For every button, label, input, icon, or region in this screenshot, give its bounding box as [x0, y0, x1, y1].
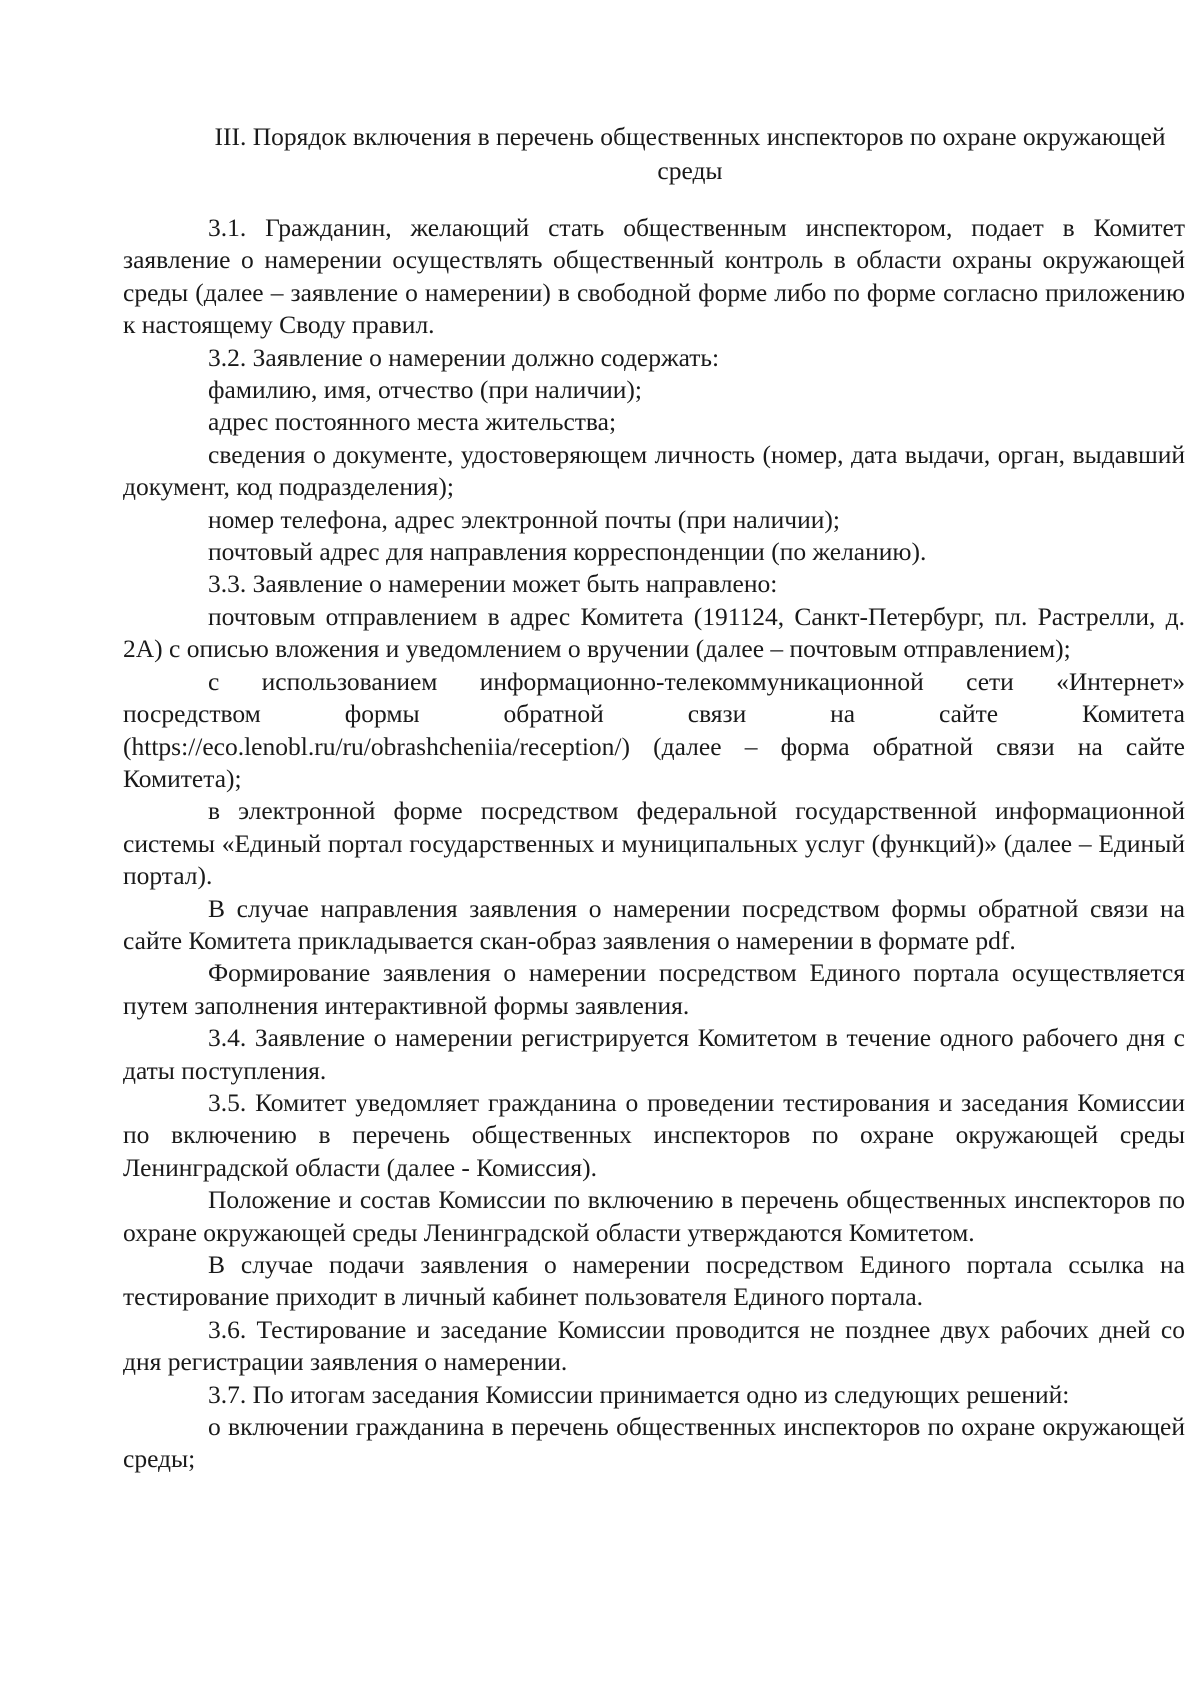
- paragraph-3-6: 3.6. Тестирование и заседание Комиссии проводится не позднее двух рабочих дней со дня регистрации заявления о намерении.: [123, 1314, 1185, 1377]
- paragraph-commission-rules: Положение и состав Комиссии по включению в перечень общественных инспекторов по охране окружающей среды Ленинградской области утверждаются Комитетом.: [123, 1185, 1185, 1247]
- paragraph-3-3: 3.3. Заявление о намерении может быть направлено:: [208, 569, 778, 599]
- list-item-by-website: с использованием информационно-телекоммуникационной сети «Интернет» посредством формы обратной связи на сайте Комитета (https://eco.lenobl.ru/ru/obrashcheniia/reception/) (далее – форма обратной связи на сайте Комитета);: [123, 666, 1185, 793]
- paragraph-portal-test-link: В случае подачи заявления о намерении посредством Единого портала ссылка на тестирование приходит в личный кабинет пользователя Единого портала.: [123, 1250, 1185, 1312]
- list-item-full-name: фамилию, имя, отчество (при наличии);: [208, 375, 643, 405]
- paragraph-portal-form: Формирование заявления о намерении посредством Единого портала осуществляется путем заполнения интерактивной формы заявления.: [123, 958, 1185, 1020]
- paragraph-3-4: 3.4. Заявление о намерении регистрируется Комитетом в течение одного рабочего дня с даты поступления.: [123, 1023, 1185, 1085]
- paragraph-website-scan: В случае направления заявления о намерении посредством формы обратной связи на сайте Комитета прикладывается скан-образ заявления о намерении в формате pdf.: [123, 893, 1185, 955]
- list-item-by-post: почтовым отправлением в адрес Комитета (191124, Санкт-Петербург, пл. Растрелли, д. 2А) с описью вложения и уведомлением о вручении (далее – почтовым отправлением);: [123, 601, 1185, 664]
- paragraph-3-5: 3.5. Комитет уведомляет гражданина о проведении тестирования и заседания Комиссии по включению в перечень общественных инспекторов по охране окружающей среды Ленинградской области (далее - Комиссия).: [123, 1087, 1185, 1182]
- list-item-identity-document: сведения о документе, удостоверяющем личность (номер, дата выдачи, орган, выдавший документ, код подразделения);: [123, 439, 1185, 502]
- paragraph-3-1: 3.1. Гражданин, желающий стать общественным инспектором, подает в Комитет заявление о намерении осуществлять общественный контроль в области охраны окружающей среды (далее – заявление о намерении) в свободной форме либо по форме согласно приложению к настоящему Своду правил.: [123, 213, 1185, 340]
- document-body: [123, 212, 1185, 1476]
- list-item-phone-email: номер телефона, адрес электронной почты (при наличии);: [208, 504, 840, 534]
- section-title: III. Порядок включения в перечень общественных инспекторов по охране окружающей среды: [214, 122, 1166, 185]
- list-item-postal-address: почтовый адрес для направления корреспонденции (по желанию).: [208, 537, 927, 567]
- list-item-by-portal: в электронной форме посредством федеральной государственной информационной системы «Единый портал государственных и муниципальных услуг (функций)» (далее – Единый портал).: [123, 796, 1185, 891]
- list-item-inclusion-decision: о включении гражданина в перечень общественных инспекторов по охране окружающей среды;: [123, 1412, 1185, 1474]
- paragraph-3-7: 3.7. По итогам заседания Комиссии принимается одно из следующих решений:: [208, 1379, 1070, 1409]
- list-item-address: адрес постоянного места жительства;: [208, 407, 617, 437]
- paragraph-3-2: 3.2. Заявление о намерении должно содержать:: [208, 342, 720, 372]
